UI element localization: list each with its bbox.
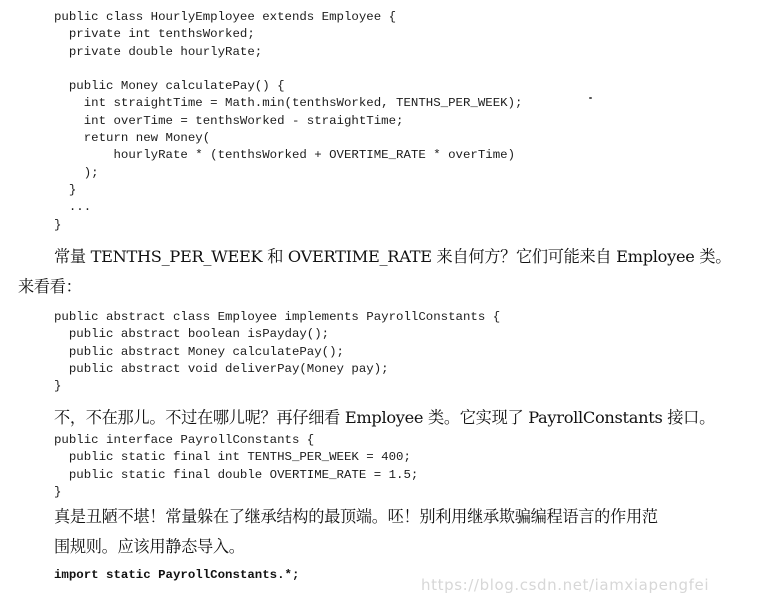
code-line: private int tenthsWorked; [54,27,255,42]
code-line: public abstract class Employee implements PayrollConstants { [54,310,501,324]
code-line: public abstract boolean isPayday(); [54,327,330,342]
code-line: private double hourlyRate; [54,44,263,59]
code-line: public Money calculatePay() { [54,79,285,94]
code-block-hourly-employee [54,9,522,234]
code-line: public abstract Money calculatePay(); [54,344,344,359]
code-line: return new Money( [54,131,211,146]
code-line: } [54,217,62,232]
paragraph-constants-origin [18,242,732,302]
code-line: public interface PayrollConstants { [54,433,315,447]
code-line: public abstract void deliverPay(Money pay); [54,361,389,376]
code-line: int straightTime = Math.min(tenthsWorked, TENTHS_PER_WEEK); [54,96,523,111]
code-line: } [54,379,62,394]
code-block-payroll-constants [54,432,418,501]
code-line: ... [54,200,92,215]
code-line: } [54,484,62,499]
clipped-next-line [58,600,418,606]
import-statement: import static PayrollConstants.*; [54,568,300,582]
code-line: ); [54,165,99,180]
code-block-employee [54,309,500,395]
code-line: hourlyRate * (tenthsWorked + OVERTIME_RATE * overTime) [54,148,516,163]
paragraph-line: 不，不在那儿。不过在哪儿呢？再仔细看 Employee 类。它实现了 PayrollConstants 接口。 [54,408,715,427]
paragraph-line: 真是丑陋不堪！常量躲在了继承结构的最顶端。呸！别利用继承欺骗编程语言的作用范 [54,507,658,526]
paragraph-line: 围规则。应该用静态导入。 [54,537,245,556]
print-speck [589,97,592,99]
paragraph-line: 来看看： [18,277,82,296]
code-line: public static final double OVERTIME_RATE = 1.5; [54,467,419,482]
code-line: public static final int TENTHS_PER_WEEK = 400; [54,450,411,465]
paragraph-static-import [54,502,658,562]
code-line: public class HourlyEmployee extends Employee { [54,10,397,24]
code-line: } [54,182,77,197]
code-line: int overTime = tenthsWorked - straightTime; [54,113,404,128]
watermark-url: https://blog.csdn.net/iamxiapengfei [421,576,710,594]
paragraph-not-there [54,403,715,433]
code-line [54,61,522,78]
paragraph-line: 常量 TENTHS_PER_WEEK 和 OVERTIME_RATE 来自何方？它们可能来自 Employee 类。 [54,247,732,266]
